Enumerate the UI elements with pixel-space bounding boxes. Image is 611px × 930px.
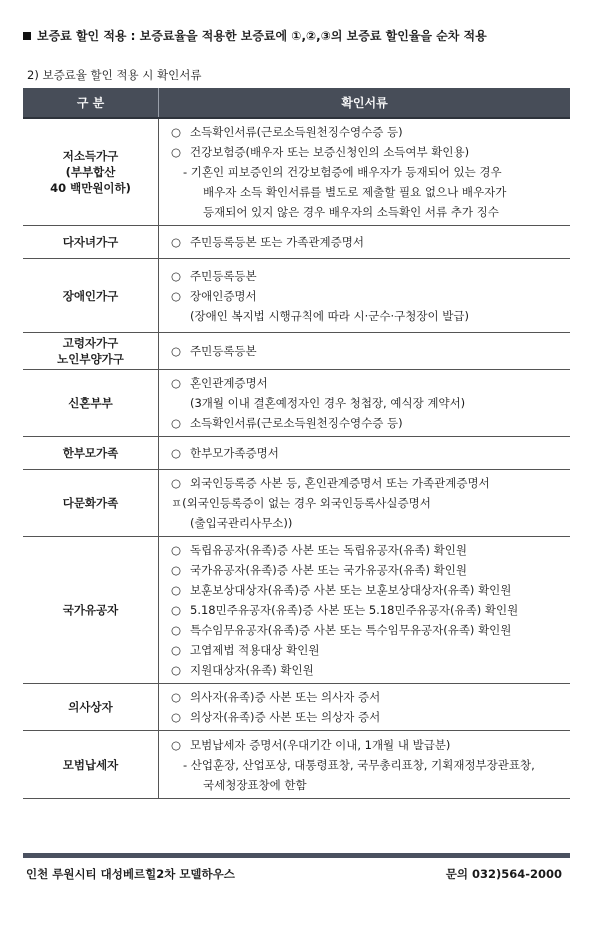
document-item bbox=[171, 540, 562, 560]
document-item bbox=[171, 232, 562, 252]
document-item bbox=[171, 182, 562, 202]
documents-cell bbox=[159, 259, 571, 333]
document-text: 특수임무유공자(유족)증 사본 또는 특수임무유공자(유족) 확인원 bbox=[190, 623, 512, 637]
circle-bullet-icon: ○ bbox=[171, 344, 182, 358]
header-documents: 확인서류 bbox=[159, 88, 571, 118]
category-cell bbox=[23, 226, 159, 259]
document-item bbox=[171, 660, 562, 680]
documents-cell bbox=[159, 684, 571, 731]
document-item bbox=[171, 393, 562, 413]
document-text: 고엽제법 적용대상 확인원 bbox=[190, 643, 320, 657]
document-text: 외국인등록증 사본 등, 혼인관계증명서 또는 가족관계증명서 bbox=[190, 476, 490, 490]
document-item bbox=[171, 640, 562, 660]
document-text: 건강보험증(배우자 또는 보증신청인의 소득여부 확인용) bbox=[190, 145, 470, 159]
table-row bbox=[23, 226, 570, 259]
category-label: 국가유공자 bbox=[62, 603, 119, 617]
documents-table bbox=[23, 88, 570, 799]
document-text: 의상자(유족)증 사본 또는 의상자 증서 bbox=[190, 710, 381, 724]
circle-bullet-icon: ○ bbox=[171, 663, 182, 677]
category-label: 40 백만원이하) bbox=[50, 181, 131, 195]
document-text: 의사자(유족)증 사본 또는 의사자 증서 bbox=[190, 690, 381, 704]
document-item bbox=[171, 202, 562, 222]
document-item bbox=[171, 620, 562, 640]
document-text: 소득확인서류(근로소득원천징수영수증 등) bbox=[190, 125, 403, 139]
document-item bbox=[171, 687, 562, 707]
circle-bullet-icon: ○ bbox=[171, 603, 182, 617]
table-row bbox=[23, 437, 570, 470]
subsection-title: 2) 보증료율 할인 적용 시 확인서류 bbox=[27, 68, 202, 82]
documents-cell bbox=[159, 370, 571, 437]
circle-bullet-icon: ○ bbox=[171, 623, 182, 637]
circle-bullet-icon: ○ bbox=[171, 268, 182, 283]
category-label: (부부합산 bbox=[65, 165, 116, 179]
circle-bullet-icon: ○ bbox=[171, 288, 182, 303]
table-row bbox=[23, 118, 570, 226]
circle-bullet-icon: ○ bbox=[171, 543, 182, 557]
document-item bbox=[171, 162, 562, 182]
section-heading-text: 보증료 할인 적용 : 보증료율을 적용한 보증료에 ①,②,③의 보증료 할인율을 순차 적용 bbox=[37, 29, 487, 43]
circle-bullet-icon: ○ bbox=[171, 125, 182, 139]
document-item bbox=[171, 755, 562, 775]
category-cell bbox=[23, 537, 159, 684]
table-row bbox=[23, 537, 570, 684]
document-text: 장애인증명서 bbox=[190, 288, 257, 303]
document-text: 모범납세자 증명서(우대기간 이내, 1개월 내 발급분) bbox=[190, 737, 451, 752]
document-text: 혼인관계증명서 bbox=[190, 376, 268, 390]
document-item bbox=[171, 513, 562, 533]
circle-bullet-icon: ○ bbox=[171, 583, 182, 597]
document-item bbox=[171, 600, 562, 620]
category-label: 노인부양가구 bbox=[57, 352, 124, 366]
footer-contact: 문의 032)564-2000 bbox=[445, 867, 562, 881]
circle-bullet-icon: ○ bbox=[171, 690, 182, 704]
document-text: 배우자 소득 확인서류를 별도로 제출할 필요 없으나 배우자가 bbox=[203, 185, 507, 199]
category-cell bbox=[23, 333, 159, 370]
document-item bbox=[171, 473, 562, 493]
category-cell bbox=[23, 437, 159, 470]
document-text: (출입국관리사무소)) bbox=[190, 516, 293, 530]
document-text: - 산업훈장, 산업포상, 대통령표창, 국무총리표창, 기획재정부장관표창, bbox=[183, 757, 535, 772]
circle-bullet-icon: ○ bbox=[171, 710, 182, 724]
category-label: 다문화가족 bbox=[62, 496, 119, 510]
document-text: 등재되어 있지 않은 경우 배우자의 소득확인 서류 추가 징수 bbox=[203, 205, 499, 219]
document-item bbox=[171, 142, 562, 162]
category-label: 장애인가구 bbox=[62, 288, 119, 303]
circle-bullet-icon: ○ bbox=[171, 476, 182, 490]
header-category: 구 분 bbox=[23, 88, 159, 118]
document-text: - 기혼인 피보증인의 건강보험증에 배우자가 등재되어 있는 경우 bbox=[183, 165, 502, 179]
category-label: 의사상자 bbox=[68, 700, 113, 714]
circle-bullet-icon: ○ bbox=[171, 416, 182, 430]
document-text: 5.18민주유공자(유족)증 사본 또는 5.18민주유공자(유족) 확인원 bbox=[190, 603, 519, 617]
category-label: 한부모가족 bbox=[62, 446, 119, 460]
document-text: 독립유공자(유족)증 사본 또는 독립유공자(유족) 확인원 bbox=[190, 543, 467, 557]
document-item bbox=[171, 775, 562, 795]
document-text: 국세청장표창에 한함 bbox=[203, 777, 307, 792]
table-row bbox=[23, 731, 570, 799]
document-text: ㅍ(외국인등록증이 없는 경우 외국인등록사실증명서 bbox=[171, 496, 431, 510]
circle-bullet-icon: ○ bbox=[171, 643, 182, 657]
circle-bullet-icon: ○ bbox=[171, 145, 182, 159]
document-text: 국가유공자(유족)증 사본 또는 국가유공자(유족) 확인원 bbox=[190, 563, 467, 577]
footer-divider bbox=[23, 853, 570, 858]
document-item bbox=[171, 560, 562, 580]
documents-cell bbox=[159, 731, 571, 799]
category-label: 고령자가구 bbox=[62, 336, 119, 350]
category-cell bbox=[23, 731, 159, 799]
category-label: 신혼부부 bbox=[68, 396, 113, 410]
document-item bbox=[171, 122, 562, 142]
category-label: 모범납세자 bbox=[62, 757, 119, 772]
document-item bbox=[171, 580, 562, 600]
category-label: 다자녀가구 bbox=[62, 235, 119, 249]
document-item bbox=[171, 493, 562, 513]
circle-bullet-icon: ○ bbox=[171, 737, 182, 752]
table-row bbox=[23, 259, 570, 333]
document-item bbox=[171, 341, 562, 361]
document-text: 보훈보상대상자(유족)증 사본 또는 보훈보상대상자(유족) 확인원 bbox=[190, 583, 512, 597]
documents-cell bbox=[159, 437, 571, 470]
footer-location: 인천 루원시티 대성베르힐2차 모델하우스 bbox=[26, 867, 235, 881]
documents-cell bbox=[159, 118, 571, 226]
black-square-icon bbox=[23, 32, 31, 40]
table-row bbox=[23, 684, 570, 731]
document-item bbox=[171, 286, 562, 306]
document-item bbox=[171, 373, 562, 393]
section-heading bbox=[23, 27, 487, 44]
circle-bullet-icon: ○ bbox=[171, 563, 182, 577]
document-text: 주민등록등본 bbox=[190, 268, 257, 283]
document-item bbox=[171, 443, 562, 463]
document-text: (장애인 복지법 시행규칙에 따라 시·군수·구청장이 발급) bbox=[190, 308, 469, 323]
document-item bbox=[171, 413, 562, 433]
table-header-row bbox=[23, 88, 570, 118]
circle-bullet-icon: ○ bbox=[171, 235, 182, 249]
document-item bbox=[171, 735, 562, 755]
circle-bullet-icon: ○ bbox=[171, 446, 182, 460]
document-text: 지원대상자(유족) 확인원 bbox=[190, 663, 314, 677]
category-label: 저소득가구 bbox=[62, 149, 119, 163]
category-cell bbox=[23, 118, 159, 226]
document-text: (3개월 이내 결혼예정자인 경우 청첩장, 예식장 계약서) bbox=[190, 396, 466, 410]
table-row bbox=[23, 470, 570, 537]
category-cell bbox=[23, 470, 159, 537]
table-row bbox=[23, 370, 570, 437]
document-item bbox=[171, 707, 562, 727]
documents-cell bbox=[159, 226, 571, 259]
table-body bbox=[23, 118, 570, 799]
document-text: 주민등록등본 또는 가족관계증명서 bbox=[190, 235, 364, 249]
document-item bbox=[171, 266, 562, 286]
document-text: 주민등록등본 bbox=[190, 344, 257, 358]
category-cell bbox=[23, 259, 159, 333]
category-cell bbox=[23, 370, 159, 437]
circle-bullet-icon: ○ bbox=[171, 376, 182, 390]
document-text: 소득확인서류(근로소득원천징수영수증 등) bbox=[190, 416, 403, 430]
category-cell bbox=[23, 684, 159, 731]
document-item bbox=[171, 306, 562, 326]
documents-cell bbox=[159, 537, 571, 684]
document-text: 한부모가족증명서 bbox=[190, 446, 279, 460]
documents-cell bbox=[159, 333, 571, 370]
table-row bbox=[23, 333, 570, 370]
documents-cell bbox=[159, 470, 571, 537]
